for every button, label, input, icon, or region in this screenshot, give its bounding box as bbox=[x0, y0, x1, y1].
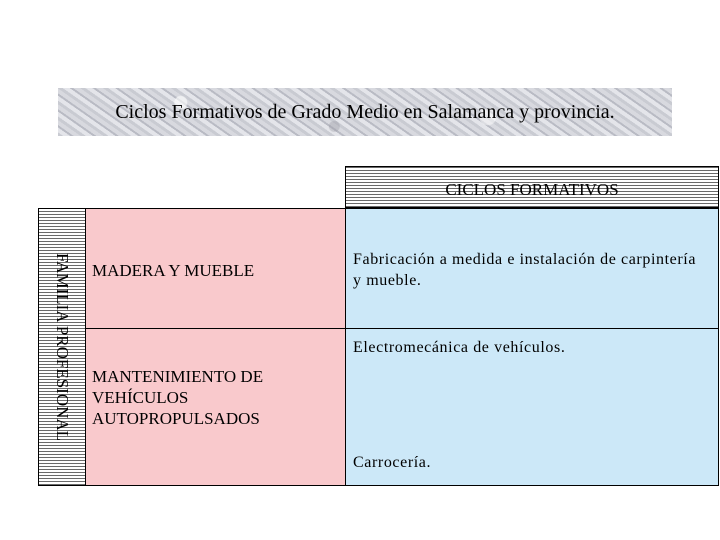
family-mantenimiento-vehiculos bbox=[92, 366, 263, 429]
familia-profesional-header-label: FAMILIA PROFESIONAL bbox=[53, 252, 72, 442]
families-column bbox=[85, 208, 346, 486]
family-name-line: MANTENIMIENTO DE bbox=[92, 367, 264, 386]
ciclo-carroceria: Carrocería. bbox=[353, 454, 432, 471]
ciclo-fabricacion-carpinteria: Fabricación a medida e instalación de carpintería y mueble. bbox=[353, 251, 697, 289]
ciclos-row-divider bbox=[345, 328, 719, 329]
families-row-divider bbox=[85, 328, 346, 329]
slide-title-banner bbox=[58, 88, 672, 136]
ciclos-formativos-header bbox=[345, 166, 719, 208]
familia-profesional-header bbox=[38, 208, 86, 486]
ciclos-formativos-header-label: CICLOS FORMATIVOS bbox=[445, 180, 619, 199]
family-madera-y-mueble: MADERA Y MUEBLE bbox=[92, 261, 255, 280]
family-name-line: AUTOPROPULSADOS bbox=[92, 409, 260, 428]
family-name-line: VEHÍCULOS bbox=[92, 388, 189, 407]
slide-title: Ciclos Formativos de Grado Medio en Salamanca y provincia. bbox=[115, 100, 615, 123]
ciclo-electromecanica-vehiculos: Electromecánica de vehículos. bbox=[353, 339, 566, 356]
